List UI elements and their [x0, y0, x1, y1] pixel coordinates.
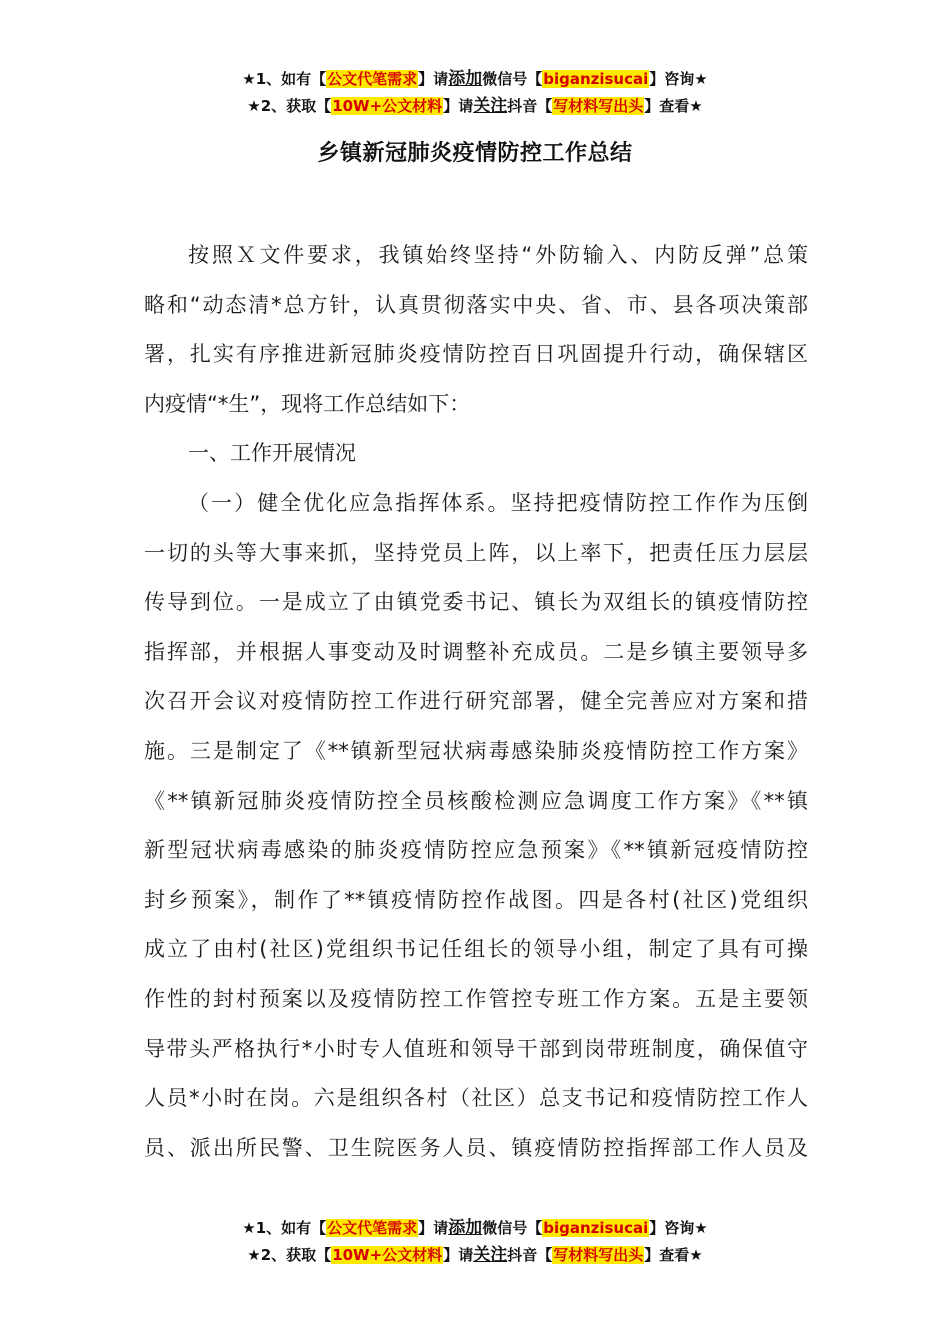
- body-line: 员、派出所民警、卫生院医务人员、镇疫情防控指挥部工作人员及: [144, 1135, 808, 1160]
- document-title: 乡镇新冠肺炎疫情防控工作总结: [317, 141, 633, 166]
- emphasis-add: 添加: [448, 69, 483, 89]
- body-line: 作性的封村预案以及疫情防控工作管控专班工作方案。五是主要领: [144, 986, 808, 1011]
- body-line: 《**镇新冠肺炎疫情防控全员核酸检测应急调度工作方案》《**镇: [144, 788, 808, 813]
- banner-line-2: ★2、获取【10W+公文材料】请关注抖音【写材料写出头】查看★: [247, 1245, 703, 1265]
- banner-line-1: ★1、如有【公文代笔需求】请添加微信号【biganzisucai】咨询★: [242, 69, 708, 89]
- highlight-wechat-id: biganzisucai: [543, 70, 649, 88]
- body-line: 新型冠状病毒感染的肺炎疫情防控应急预案》《**镇新冠疫情防控: [144, 838, 808, 863]
- banner-line-1: ★1、如有【公文代笔需求】请添加微信号【biganzisucai】咨询★: [242, 1218, 708, 1238]
- body-line: 署，扎实有序推进新冠肺炎疫情防控百日巩固提升行动，确保辖区: [144, 342, 808, 367]
- highlight-douyin: 写材料写出头: [553, 97, 644, 115]
- highlight-materials: 10W+公文材料: [332, 1246, 443, 1264]
- highlight-ghostwriting: 公文代笔需求: [327, 1219, 418, 1237]
- body-line: 传导到位。一是成立了由镇党委书记、镇长为双组长的镇疫情防控: [144, 590, 808, 615]
- emphasis-follow: 关注: [473, 1245, 508, 1265]
- highlight-ghostwriting: 公文代笔需求: [327, 70, 418, 88]
- body-line: 按照Ｘ文件要求，我镇始终坚持“外防输入、内防反弹”总策: [188, 243, 808, 267]
- emphasis-add: 添加: [448, 1218, 483, 1238]
- body-line: 成立了由村(社区)党组织书记任组长的领导小组，制定了具有可操: [144, 937, 808, 962]
- section-heading: 一、工作开展情况: [188, 441, 356, 466]
- emphasis-follow: 关注: [473, 96, 508, 116]
- body-line: 内疫情“*生”，现将工作总结如下：: [144, 391, 471, 416]
- footer-banner: [0, 1215, 950, 1269]
- body-line: 次召开会议对疫情防控工作进行研究部署，健全完善应对方案和措: [144, 689, 808, 714]
- body-line: 指挥部，并根据人事变动及时调整补充成员。二是乡镇主要领导多: [144, 639, 808, 664]
- body-line: 一切的头等大事来抓，坚持党员上阵，以上率下，把责任压力层层: [144, 540, 808, 565]
- highlight-douyin: 写材料写出头: [553, 1246, 644, 1264]
- highlight-materials: 10W+公文材料: [332, 97, 443, 115]
- body-line: 封乡预案》，制作了**镇疫情防控作战图。四是各村(社区)党组织: [144, 887, 808, 912]
- header-banner: [0, 66, 950, 120]
- banner-line-2: ★2、获取【10W+公文材料】请关注抖音【写材料写出头】查看★: [247, 96, 703, 116]
- body-line: 人员*小时在岗。六是组织各村（社区）总支书记和疫情防控工作人: [144, 1086, 808, 1111]
- document-body: [144, 231, 808, 1173]
- body-line: 导带头严格执行*小时专人值班和领导干部到岗带班制度，确保值守: [144, 1036, 808, 1061]
- body-line: （一）健全优化应急指挥体系。坚持把疫情防控工作作为压倒: [188, 490, 808, 515]
- highlight-wechat-id: biganzisucai: [543, 1219, 649, 1237]
- body-line: 施。三是制定了《**镇新型冠状病毒感染肺炎疫情防控工作方案》: [144, 738, 808, 763]
- body-line: 略和“动态清*总方针，认真贯彻落实中央、省、市、县各项决策部: [144, 292, 808, 317]
